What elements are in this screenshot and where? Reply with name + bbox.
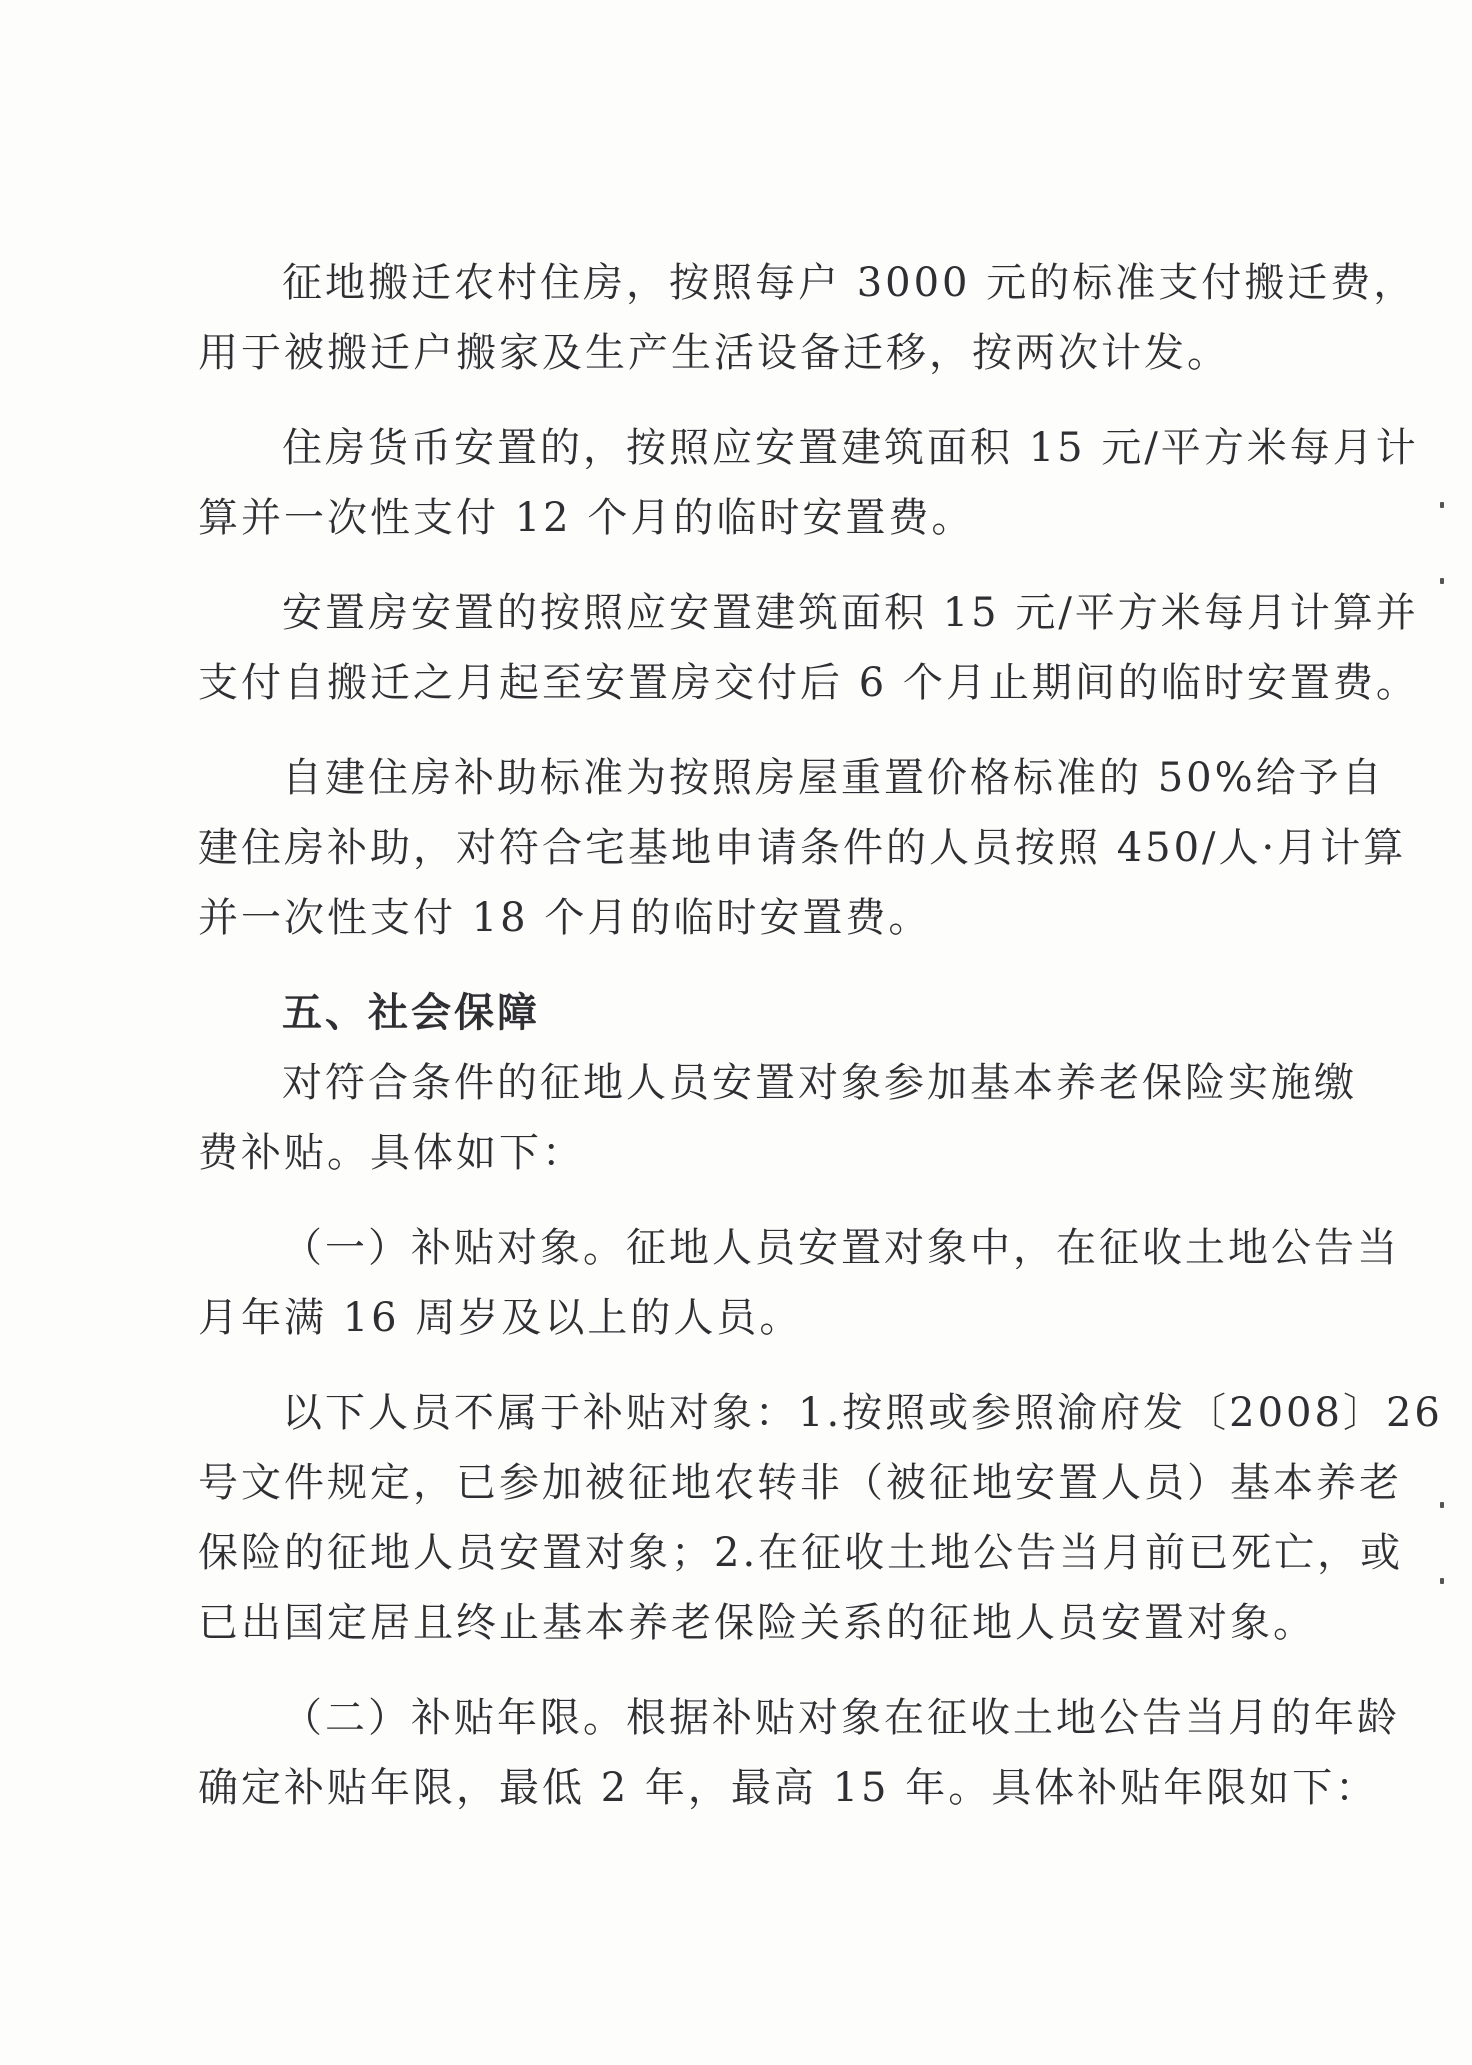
paragraph-line: 支付自搬迁之月起至安置房交付后 6 个月止期间的临时安置费。	[198, 660, 1419, 706]
scan-mark	[1440, 1578, 1444, 1584]
paragraph-line: 保险的征地人员安置对象；2.在征收土地公告当月前已死亡，或	[198, 1530, 1404, 1576]
paragraph-excluded-persons	[198, 1378, 1443, 1658]
paragraph-line: 征地搬迁农村住房，按照每户 3000 元的标准支付搬迁费，	[282, 260, 1417, 306]
section-heading: 五、社会保障	[282, 990, 540, 1036]
paragraph-line: 住房货币安置的，按照应安置建筑面积 15 元/平方米每月计	[282, 425, 1419, 471]
paragraph-line: 安置房安置的按照应安置建筑面积 15 元/平方米每月计算并	[282, 590, 1419, 636]
scan-mark	[1440, 502, 1444, 508]
paragraph-line: 已出国定居且终止基本养老保险关系的征地人员安置对象。	[198, 1600, 1316, 1646]
paragraph-line: 费补贴。具体如下：	[198, 1130, 585, 1176]
paragraph-line: 并一次性支付 18 个月的临时安置费。	[198, 895, 932, 941]
paragraph-housing-resettlement	[198, 578, 1419, 718]
paragraph-line: 月年满 16 周岁及以上的人员。	[198, 1295, 803, 1341]
scan-mark	[1440, 578, 1444, 584]
paragraph-self-build-subsidy	[198, 743, 1407, 953]
paragraph-relocation-fee	[198, 248, 1417, 388]
paragraph-line: 对符合条件的征地人员安置对象参加基本养老保险实施缴	[282, 1060, 1357, 1106]
paragraph-subsidy-intro	[198, 1048, 1357, 1188]
paragraph-subsidy-target	[198, 1213, 1400, 1353]
paragraph-line: 自建住房补助标准为按照房屋重置价格标准的 50%给予自	[282, 755, 1385, 801]
paragraph-line: 建住房补助，对符合宅基地申请条件的人员按照 450/人·月计算	[198, 825, 1407, 871]
paragraph-line: （一）补贴对象。征地人员安置对象中，在征收土地公告当	[282, 1225, 1400, 1271]
paragraph-cash-resettlement	[198, 413, 1419, 553]
document-body	[198, 248, 1443, 1823]
paragraph-line: （二）补贴年限。根据补贴对象在征收土地公告当月的年龄	[282, 1695, 1400, 1741]
paragraph-line: 用于被搬迁户搬家及生产生活设备迁移，按两次计发。	[198, 330, 1230, 376]
paragraph-line: 确定补贴年限，最低 2 年，最高 15 年。具体补贴年限如下：	[198, 1765, 1379, 1811]
scan-mark	[1440, 1502, 1444, 1508]
section-heading-social-security	[198, 978, 1308, 1048]
paragraph-subsidy-years	[198, 1683, 1400, 1823]
paragraph-line: 算并一次性支付 12 个月的临时安置费。	[198, 495, 975, 541]
paragraph-line: 以下人员不属于补贴对象：1.按照或参照渝府发〔2008〕26	[282, 1390, 1443, 1436]
paragraph-line: 号文件规定，已参加被征地农转非（被征地安置人员）基本养老	[198, 1460, 1402, 1506]
